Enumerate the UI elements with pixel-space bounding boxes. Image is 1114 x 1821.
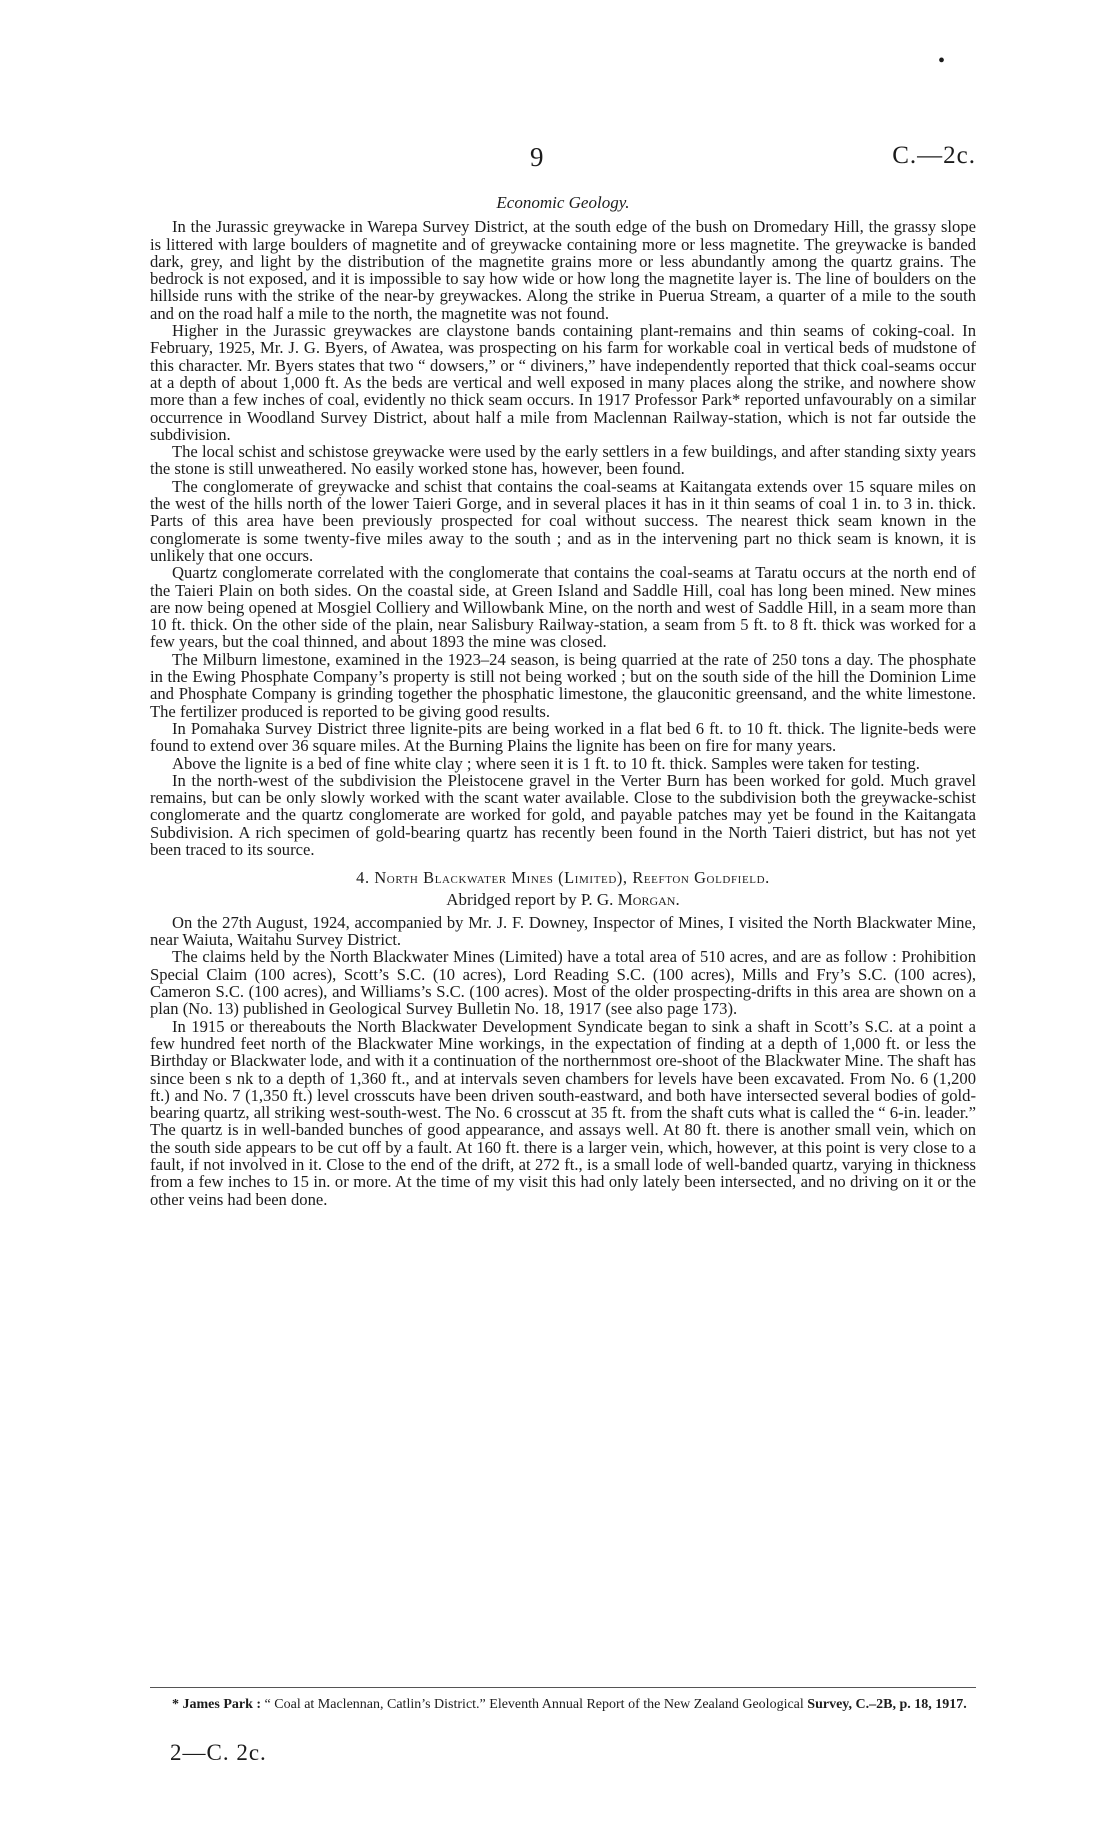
paragraph: Above the lignite is a bed of fine white clay ; where seen it is 1 ft. to 10 ft. thick. Samples were taken for testing. [172, 753, 920, 773]
body-text [150, 194, 976, 1208]
signature-mark: 2—C. 2c. [170, 1740, 267, 1765]
paragraph: Quartz conglomerate correlated with the conglomerate that contains the coal-seams at Taratu occurs at the north end of the Taieri Plain on both sides. On the coastal side, at Green Island and Saddle Hill, coal has long been mined. New mines are now being opened at Mosgiel Colliery and Willowbank Mine, on the north and west of Saddle Hill, in a seam more than 10 ft. thick. On the other side of the plain, near Salisbury Railway-station, a seam from 5 ft. to 8 ft. thick was worked for a few years, but the coal thinned, and about 1893 the mine was closed. [150, 563, 976, 652]
paragraph: Higher in the Jurassic greywackes are claystone bands containing plant-remains and thin seams of coking-coal. In February, 1925, Mr. J. G. Byers, of Awatea, was prospecting on his farm for workable coal in vertical beds of mudstone of this character. Mr. Byers states that two “ dowsers,” or “ diviners,” have independently reported that thick coal-seams occur at a depth of about 1,000 ft. As the beds are vertical and well exposed in many places along the strike, and nowhere show more than a few inches of coal, evidently no thick seam occurs. In 1917 Professor Park* reported unfavourably on a similar occurrence in Woodland Survey District, about half a mile from Maclennan Railway-station, which is not far outside the subdivision. [150, 321, 976, 444]
paragraph: In the Jurassic greywacke in Warepa Survey District, at the south edge of the bush on Dromedary Hill, the grassy slope is littered with large boulders of magnetite and of greywacke containing more or less magnetite. The greywacke is banded dark, grey, and light by the distribution of the magnetite grains more or less abundantly among the quartz grains. The bedrock is not exposed, and it is impossible to say how wide or how long the magnetite layer is. The line of boulders on the hillside runs with the strike of the near-by greywackes. Along the strike in Puerua Stream, a quarter of a mile to the south and on the road half a mile to the north, the magnetite was not found. [150, 217, 976, 323]
footnote [150, 1697, 976, 1713]
paragraph: The local schist and schistose greywacke were used by the early settlers in a few buildings, and after standing sixty years the stone is still unweathered. No easily worked stone has, however, been found. [150, 442, 976, 479]
paragraph: The claims held by the North Blackwater Mines (Limited) have a total area of 510 acres, and are as follow : Prohibition Special Claim (100 acres), Scott’s S.C. (10 acres), Lord Reading S.C. (100 acres), Mills and Fry’s S.C. (100 acres), Cameron S.C. (100 acres), and Williams’s S.C. (100 acres). Most of the older prospecting-drifts in this area are shown on a plan (No. 13) published in Geological Survey Bulletin No. 18, 1917 (see also page 173). [150, 947, 976, 1019]
document-reference: C.—2c. [892, 142, 976, 169]
paragraph: The Milburn limestone, examined in the 1923–24 season, is being quarried at the rate of 250 tons a day. The phosphate in the Ewing Phosphate Company’s property is still not being worked ; but on the south side of the hill the Dominion Lime and Phosphate Company is grinding together the phosphatic limestone, the glauconitic greensand, and the white limestone. The fertilizer produced is reported to be giving good results. [150, 649, 976, 721]
subheading-prefix: Abridged report by P. G. [446, 889, 614, 909]
footnote-text: “ Coal at Maclennan, Catlin’s District.” Eleventh Annual Report of the New Zealand Geological [264, 1697, 804, 1712]
section-subheading [150, 891, 976, 908]
footnote-text-continued: Survey, C.–2B, p. 18, 1917. [807, 1697, 967, 1712]
footnote-author: * James Park : [172, 1697, 262, 1712]
footnote-divider [150, 1687, 976, 1688]
section-heading: 4. North Blackwater Mines (Limited), Reefton Goldfield. [356, 868, 770, 888]
section-title: Economic Geology. [496, 193, 630, 212]
paragraph: In Pomahaka Survey District three lignite-pits are being worked in a flat bed 6 ft. to 10 ft. thick. The lignite-beds were found to extend over 36 square miles. At the Burning Plains the lignite has been on fire for many years. [150, 718, 976, 756]
paragraph: In the north-west of the subdivision the Pleistocene gravel in the Verter Burn has been worked for gold. Much gravel remains, but can be only slowly worked with the scant water available. Close to the subdivision both the greywacke-schist conglomerate and the quartz conglomerate are worked for gold, and payable patches may yet be found in the Kaitangata Subdivision. A rich specimen of gold-bearing quartz has recently been found in the North Taieri district, but has not yet been traced to its source. [150, 770, 976, 859]
paragraph: On the 27th August, 1924, accompanied by Mr. J. F. Downey, Inspector of Mines, I visited the North Blackwater Mine, near Waiuta, Waitahu Survey District. [150, 912, 976, 950]
paragraph: The conglomerate of greywacke and schist that contains the coal-seams at Kaitangata extends over 15 square miles on the west of the hills north of the lower Taieri Gorge, and in several places it has in it thin seams of coal 1 in. to 3 in. thick. Parts of this area have been previously prospected for coal without success. The nearest thick seam known in the conglomerate is some twenty-five miles away to the south ; and as in the intervening part no thick seam is known, it is unlikely that one occurs. [150, 476, 976, 565]
page-header [150, 142, 976, 172]
author-name: Morgan. [617, 889, 680, 909]
page-number: 9 [530, 142, 544, 172]
paragraph: In 1915 or thereabouts the North Blackwater Development Syndicate began to sink a shaft in Scott’s S.C. at a point a few hundred feet north of the Blackwater Mine workings, in the expectation of finding at a depth of 1,000 ft. or less the Birthday or Blackwater lode, and with it a continuation of the northernmost ore-shoot of the Blackwater Mine. The shaft has since been s nk to a depth of 1,360 ft., and at intervals seven chambers for levels have been excavated. From No. 6 (1,200 ft.) and No. 7 (1,350 ft.) level crosscuts have been driven south-eastward, and both have intersected several bodies of gold-bearing quartz, all striking west-south-west. The No. 6 crosscut at 35 ft. from the shaft cuts what is called the “ 6-in. leader.” The quartz is in well-banded bunches of good appearance, and assays well. At 80 ft. there is another small vein, which on the south side appears to be cut off by a fault. At 160 ft. there is a larger vein, which, however, at this point is very close to a fault, if not involved in it. Close to the end of the drift, at 272 ft., is a small lode of well-banded quartz, varying in thickness from a few inches to 15 in. or more. At the time of my visit this had only lately been intersected, and no driving on it or the other veins had been done. [150, 1016, 976, 1209]
stray-mark: • [938, 50, 946, 72]
